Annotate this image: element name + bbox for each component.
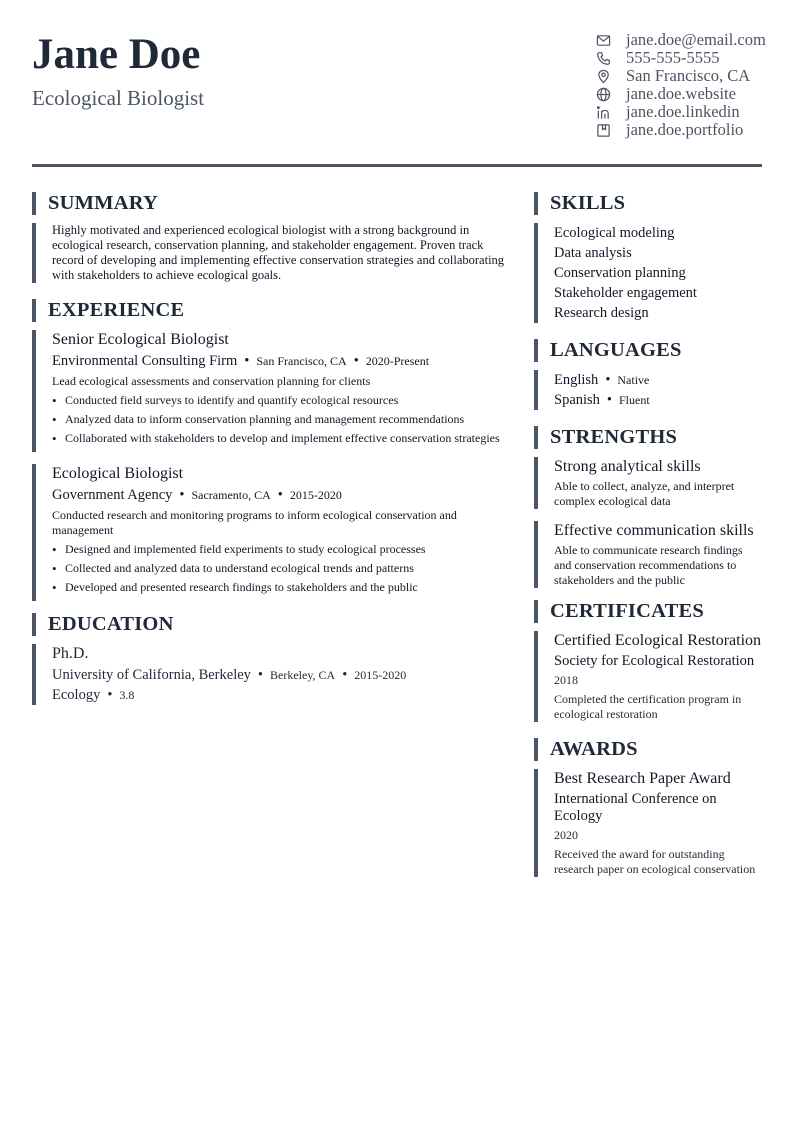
award-item <box>534 769 762 877</box>
contact-website-text: jane.doe.website <box>626 84 736 103</box>
job-title: Ecological Biologist <box>32 86 205 110</box>
experience-item <box>32 330 512 452</box>
strength-description: Able to communicate research findings and conservation recommendations to stakeholders and the public <box>554 543 743 587</box>
right-column <box>534 192 762 877</box>
experience-bullet: • Conducted field surveys to identify and quantify ecological resources <box>52 393 512 408</box>
language-item: English • Native <box>554 372 650 388</box>
languages-section <box>534 370 762 410</box>
language-name: Spanish <box>554 392 600 408</box>
award-title: Best Research Paper Award <box>554 770 731 787</box>
experience-meta: Government Agency • Sacramento, CA • 2015-2020 <box>52 487 342 503</box>
resume-header <box>32 0 766 166</box>
education-degree: Ph.D. <box>52 645 89 662</box>
contact-location <box>594 67 762 85</box>
skill-item: Conservation planning <box>554 265 686 281</box>
experience-item <box>32 464 512 601</box>
summary-section <box>32 223 512 283</box>
experience-location: San Francisco, CA <box>256 354 347 368</box>
education-item <box>32 644 512 705</box>
experience-bullets <box>52 542 512 595</box>
experience-title: Senior Ecological Biologist <box>52 331 229 348</box>
language-item: Spanish • Fluent <box>554 392 650 408</box>
contact-linkedin-text: jane.doe.linkedin <box>626 102 740 121</box>
experience-description: Lead ecological assessments and conservation planning for clients <box>52 374 371 388</box>
certificate-organization: Society for Ecological Restoration <box>554 653 755 669</box>
experience-meta: Environmental Consulting Firm • San Francisco, CA • 2020-Present <box>52 353 430 369</box>
strengths-heading: STRENGTHS <box>534 426 762 449</box>
strength-title: Effective communication skills <box>554 522 754 539</box>
awards-heading: AWARDS <box>534 738 762 761</box>
email-icon <box>594 31 612 49</box>
experience-dates: 2015-2020 <box>289 488 342 502</box>
experience-heading: EXPERIENCE <box>32 299 512 322</box>
experience-company: Government Agency <box>52 487 173 503</box>
skills-section <box>534 223 762 323</box>
contact-phone[interactable] <box>594 49 762 67</box>
certificate-title: Certified Ecological Restoration <box>554 632 762 649</box>
resume-page <box>32 0 766 876</box>
skill-item: Research design <box>554 305 649 321</box>
experience-description: Conducted research and monitoring programs to inform ecological conservation and management <box>52 508 457 537</box>
experience-bullet: • Analyzed data to inform conservation planning and management recommendations <box>52 412 512 427</box>
skill-item: Stakeholder engagement <box>554 285 697 301</box>
award-organization: International Conference on Ecology <box>554 791 717 824</box>
certificate-year: 2018 <box>554 673 578 687</box>
experience-dates: 2020-Present <box>365 354 430 368</box>
phone-icon <box>594 49 612 67</box>
experience-company: Environmental Consulting Firm <box>52 353 238 369</box>
skills-heading: SKILLS <box>534 192 762 215</box>
strength-description: Able to collect, analyze, and interpret complex ecological data <box>554 479 735 508</box>
strength-item <box>534 521 762 588</box>
award-description: Received the award for outstanding research paper on ecological conservation <box>554 847 756 876</box>
linkedin-icon <box>594 103 612 121</box>
contact-portfolio[interactable] <box>594 121 762 139</box>
contact-linkedin[interactable] <box>594 103 762 121</box>
contact-phone-text: 555-555-5555 <box>626 48 720 67</box>
experience-bullet: • Developed and presented research findings to stakeholders and the public <box>52 580 512 595</box>
summary-text: Highly motivated and experienced ecological biologist with a strong background in ecological research, conservation planning, and stakeholder engagement. Proven track record of developing and implementing effective conservation strategies and collaborating with stakeholders to achieve ecological goals. <box>52 223 505 282</box>
education-heading: EDUCATION <box>32 613 512 636</box>
contact-email[interactable] <box>594 30 766 49</box>
contact-portfolio-text: jane.doe.portfolio <box>626 120 744 139</box>
education-meta: University of California, Berkeley • Berkeley, CA • 2015-2020 <box>52 667 407 683</box>
education-school: University of California, Berkeley <box>52 667 251 683</box>
experience-bullets <box>52 393 512 446</box>
summary-heading: SUMMARY <box>32 192 512 215</box>
contact-email-text: jane.doe@email.com <box>626 30 766 49</box>
experience-title: Ecological Biologist <box>52 465 184 482</box>
person-name: Jane Doe <box>32 31 201 78</box>
education-dates: 2015-2020 <box>354 668 407 682</box>
strength-title: Strong analytical skills <box>554 458 701 475</box>
globe-icon <box>594 85 612 103</box>
strength-item <box>534 457 762 509</box>
language-level: Fluent <box>619 393 650 407</box>
education-location: Berkeley, CA <box>270 668 336 682</box>
skill-item: Ecological modeling <box>554 225 675 241</box>
education-major: Ecology <box>52 687 101 703</box>
experience-bullet: • Designed and implemented field experiments to study ecological processes <box>52 542 512 557</box>
certificate-item <box>534 631 762 722</box>
contact-location-text: San Francisco, CA <box>626 66 751 85</box>
header-divider <box>32 164 762 167</box>
award-year: 2020 <box>554 828 578 842</box>
education-gpa: 3.8 <box>119 688 135 702</box>
language-name: English <box>554 372 599 388</box>
certificate-description: Completed the certification program in ecological restoration <box>554 692 742 721</box>
experience-bullet: • Collaborated with stakeholders to develop and implement effective conservation strategies <box>52 431 512 446</box>
certificates-heading: CERTIFICATES <box>534 600 762 623</box>
contact-list <box>594 30 766 139</box>
skill-item: Data analysis <box>554 245 632 261</box>
language-level: Native <box>617 373 650 387</box>
languages-heading: LANGUAGES <box>534 339 762 362</box>
experience-bullet: • Collected and analyzed data to understand ecological trends and patterns <box>52 561 512 576</box>
location-icon <box>594 67 612 85</box>
education-field: Ecology • 3.8 <box>52 687 135 703</box>
contact-website[interactable] <box>594 85 762 103</box>
experience-location: Sacramento, CA <box>191 488 271 502</box>
portfolio-icon <box>594 121 612 139</box>
left-column <box>32 192 512 705</box>
